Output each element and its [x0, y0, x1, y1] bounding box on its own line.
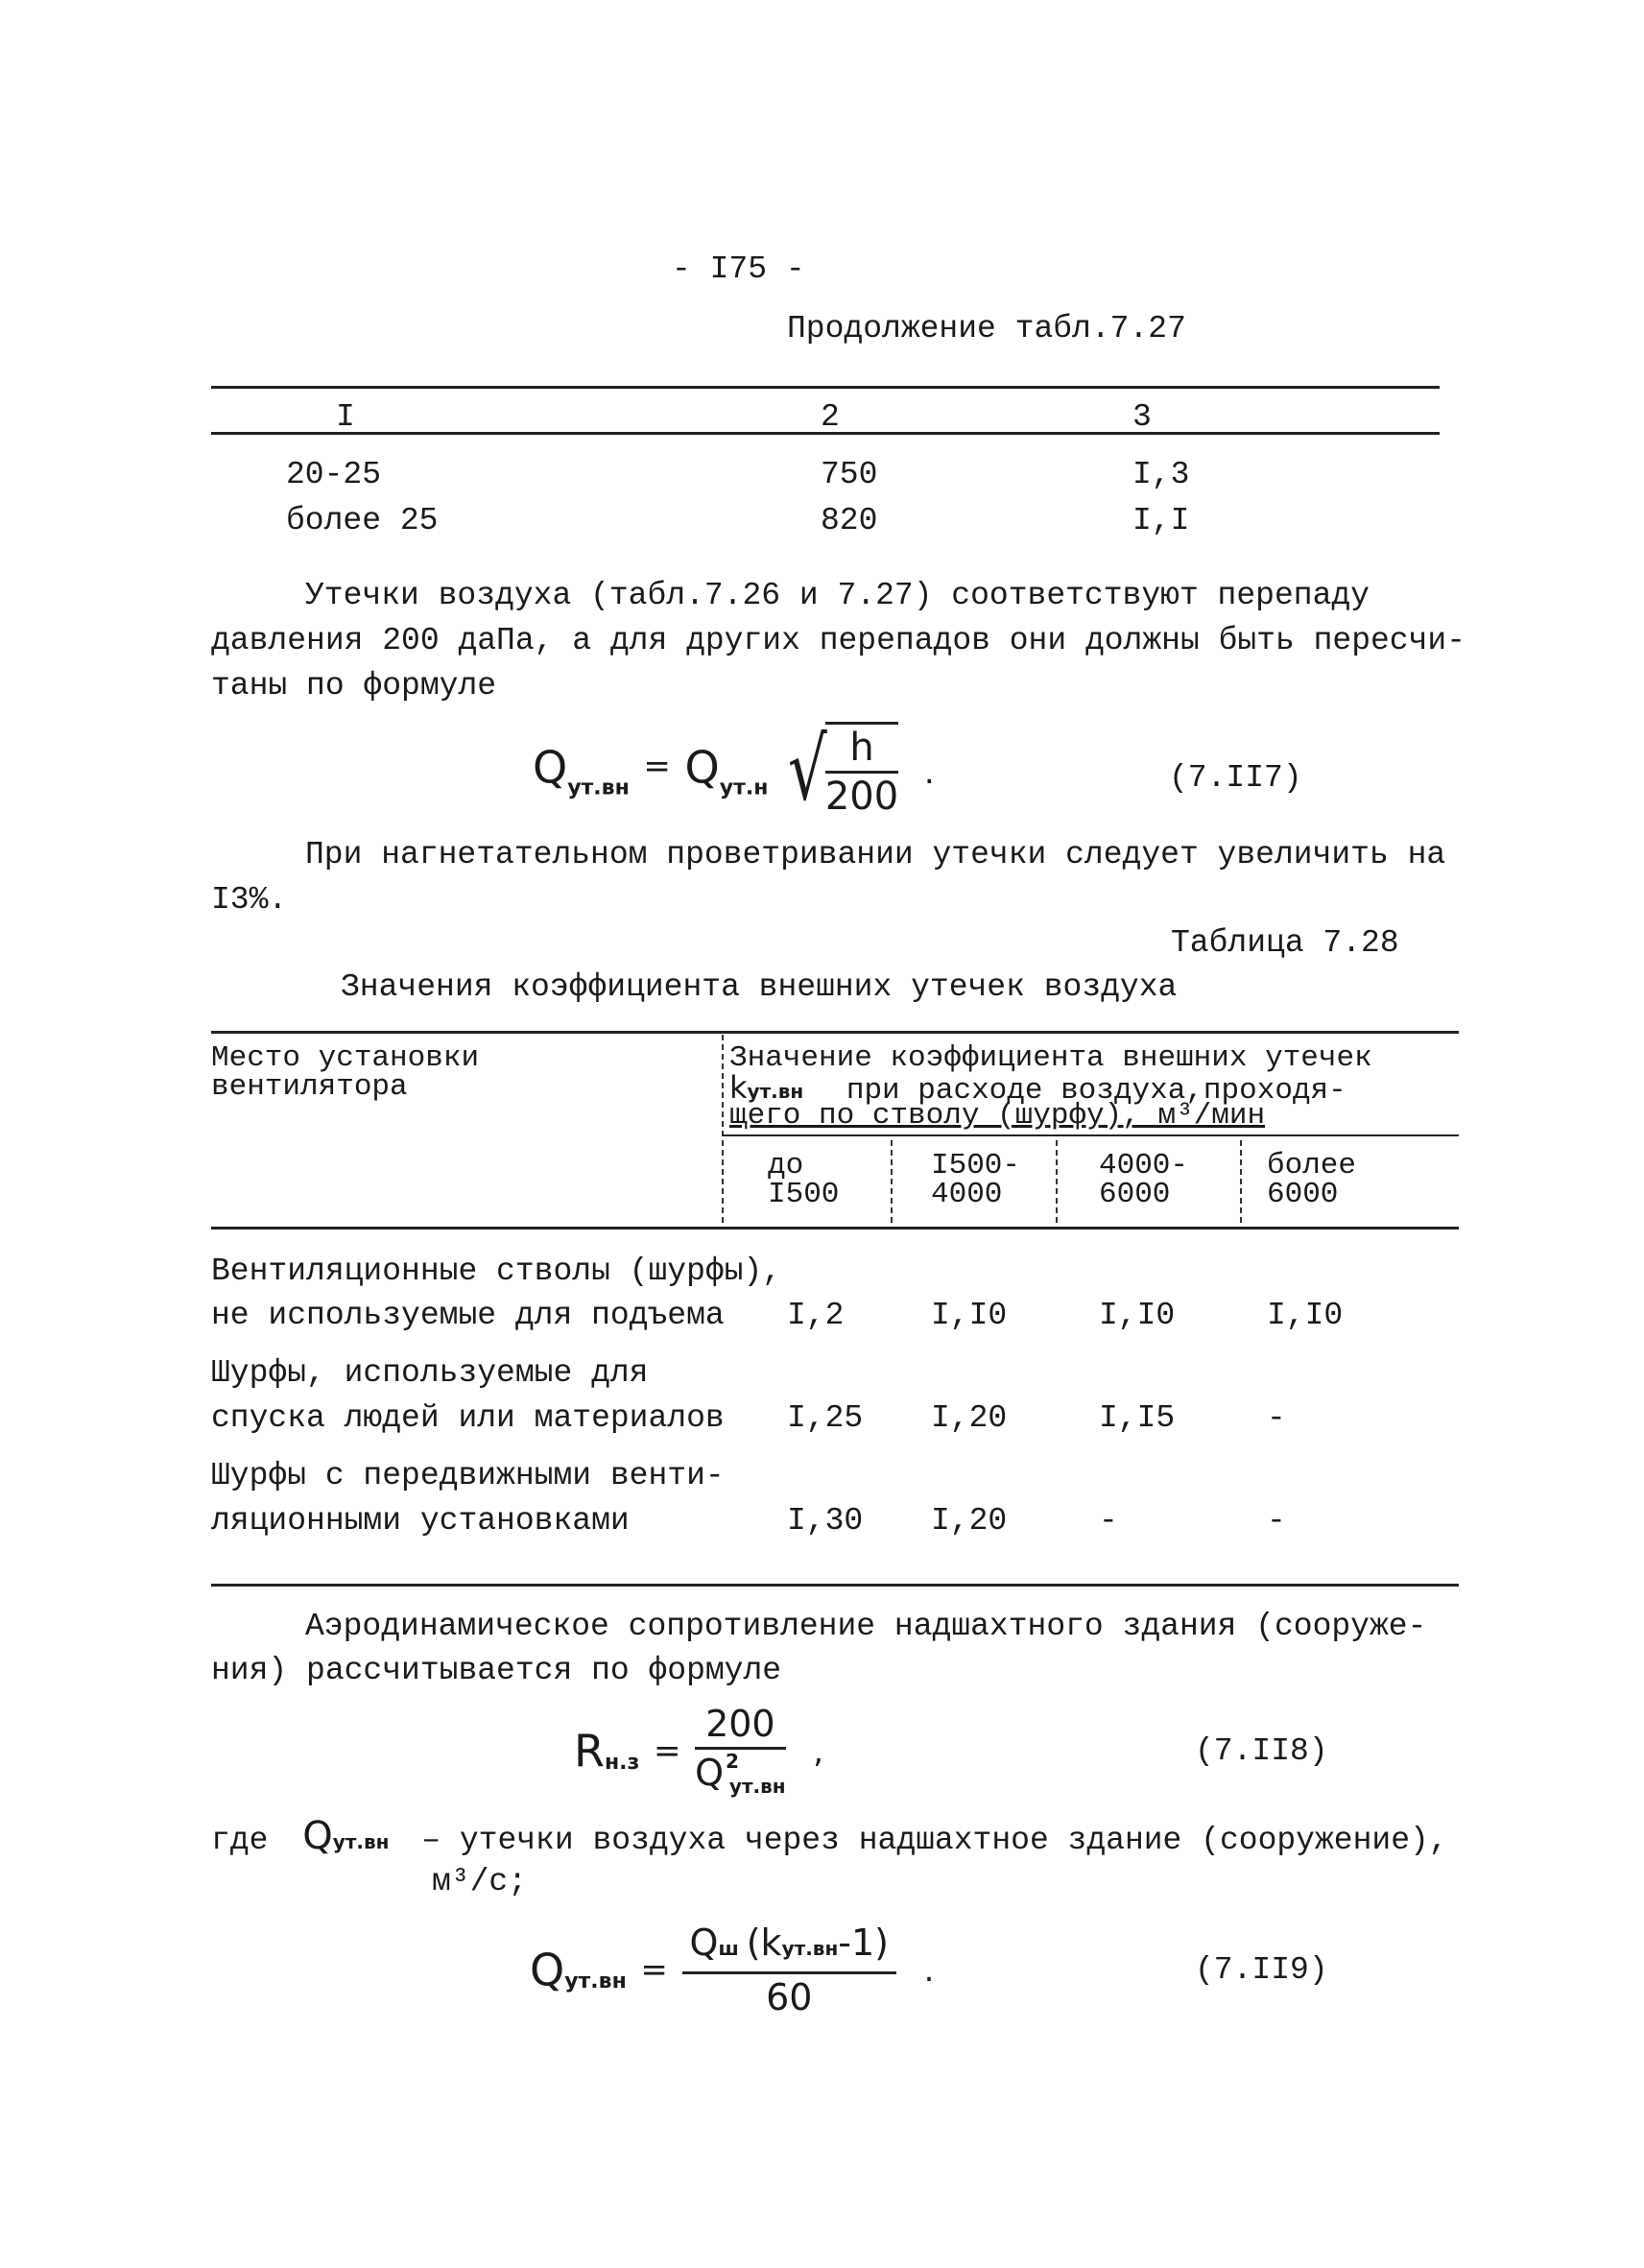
formula-7-119-number: (7.II9)	[1195, 1952, 1328, 1988]
table-728-cell: I,20	[931, 1400, 1008, 1436]
formula-7-117-number: (7.II7)	[1169, 760, 1302, 796]
table-continuation-caption: Продолжение табл.7.27	[787, 311, 1186, 346]
table-727-header-3: 3	[1132, 399, 1152, 435]
table-728-group-header: щего по стволу (шурфу), м³/мин	[729, 1099, 1266, 1133]
paragraph-line: При нагнетательном проветривании утечки следует увеличить на	[305, 837, 1446, 872]
table-727-cell: 20-25	[286, 457, 382, 492]
table-728-cell: I,2	[787, 1298, 845, 1333]
table-728-cell: I,I0	[1267, 1298, 1344, 1333]
table-728-cell: I,I5	[1099, 1400, 1176, 1436]
table-727-header-1: I	[336, 399, 355, 435]
table-728-row-label: ляционными установками	[211, 1503, 630, 1539]
table-728-subheader: 6000	[1267, 1178, 1339, 1211]
table-728-col-header: вентилятора	[211, 1070, 408, 1104]
table-727-header-2: 2	[821, 399, 840, 435]
table-727-cell: 750	[821, 457, 878, 492]
table-728-row-label: Шурфы, используемые для	[211, 1355, 649, 1391]
table-728-label: Таблица 7.28	[1171, 925, 1399, 961]
table-728-subheader: I500	[768, 1178, 840, 1211]
table-728-cell: I,20	[931, 1503, 1008, 1539]
paragraph-line: Аэродинамическое сопротивление надшахтного здания (сооруже-	[305, 1609, 1427, 1644]
table-728-cell: I,25	[787, 1400, 864, 1436]
formula-7-118: $R_{н.з}$ = $\frac{200}{Q ^2_{ут.вн}}$ ,	[574, 1703, 824, 1798]
paragraph-line: таны по формуле	[211, 668, 497, 704]
table-728-group-header: Значение коэффициента внешних утечек	[729, 1041, 1372, 1075]
table-728-group-header: kут.вн при расходе воздуха,проходя-	[729, 1069, 1346, 1108]
table-728-row-label: не используемые для подъема	[211, 1298, 725, 1333]
page-number: - I75 -	[672, 251, 805, 287]
table-728-cell: -	[1267, 1503, 1286, 1539]
where-clause: где Qут.вн – утечки воздуха через надшахтное здание (сооружение),	[211, 1814, 1448, 1858]
where-unit: м³/с;	[432, 1864, 528, 1899]
table-728-cell: -	[1099, 1503, 1118, 1539]
formula-7-119: $Q_{ут.вн}$ = $\frac{\text{Qш (kут.вн-1)}}{60}$ .	[530, 1922, 935, 2018]
sqrt-sign: √	[788, 721, 827, 821]
table-727-cell: I,3	[1132, 457, 1190, 492]
table-728-cell: I,I0	[1099, 1298, 1176, 1333]
formula-7-118-number: (7.II8)	[1195, 1733, 1328, 1769]
table-728-row-label: Шурфы с передвижными венти-	[211, 1458, 725, 1493]
table-727-cell: 820	[821, 503, 878, 538]
formula-7-117: $Q_{ут.вн} = Q_{ут.н}$ √ $\frac{h}{200}$ .	[533, 721, 935, 821]
table-728-cell: I,I0	[931, 1298, 1008, 1333]
table-728-cell: I,30	[787, 1503, 864, 1539]
table-727-cell: более 25	[286, 503, 439, 538]
table-728-cell: -	[1267, 1400, 1286, 1436]
table-727-cell: I,I	[1132, 503, 1190, 538]
table-728-row-label: Вентиляционные стволы (шурфы),	[211, 1253, 782, 1289]
table-728-title: Значения коэффициента внешних утечек воздуха	[341, 969, 1178, 1005]
paragraph-line: Утечки воздуха (табл.7.26 и 7.27) соответствуют перепаду	[305, 578, 1370, 613]
table-728-subheader: 4000-	[1099, 1149, 1189, 1182]
table-728-subheader: I500-	[931, 1149, 1021, 1182]
paragraph-line: ния) рассчитывается по формуле	[211, 1653, 782, 1688]
table-728-subheader: 6000	[1099, 1178, 1171, 1211]
table-728-subheader: более	[1267, 1149, 1357, 1182]
paragraph-line: давления 200 даПа, а для других перепадов они должны быть пересчи-	[211, 623, 1466, 658]
table-728-subheader: до	[768, 1149, 804, 1182]
table-728-col-header: Место установки	[211, 1041, 480, 1075]
paragraph-line: I3%.	[211, 882, 288, 918]
table-728-subheader: 4000	[931, 1178, 1003, 1211]
table-728-row-label: спуска людей или материалов	[211, 1400, 725, 1436]
